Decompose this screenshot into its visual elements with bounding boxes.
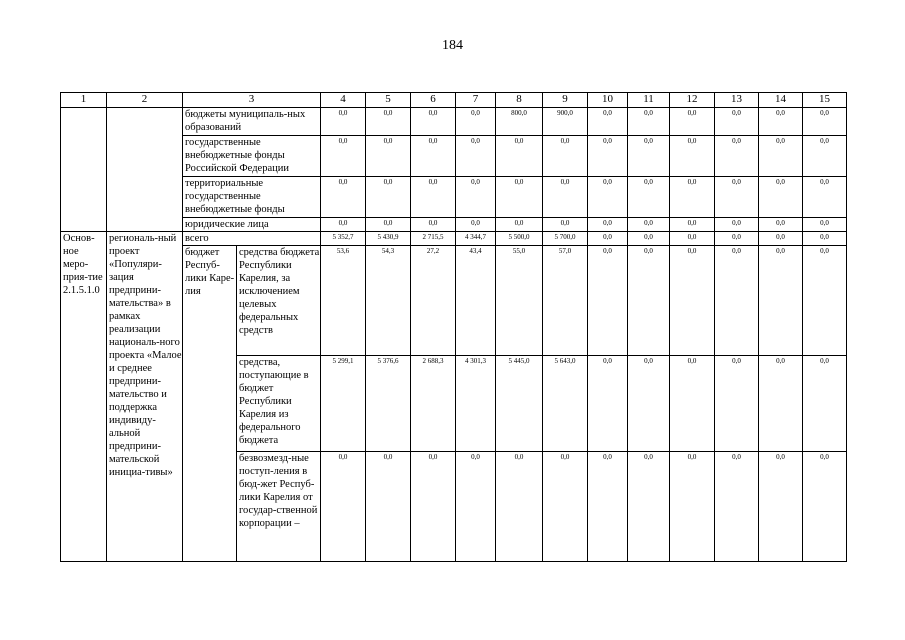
column-header: 14	[759, 93, 803, 108]
value-cell: 0,0	[803, 136, 847, 177]
value-cell: 2 715,5	[411, 232, 456, 246]
value-cell: 2 688,3	[411, 356, 456, 452]
value-cell: 0,0	[496, 136, 543, 177]
value-cell: 0,0	[588, 136, 628, 177]
value-cell: 0,0	[588, 108, 628, 136]
value-cell: 0,0	[321, 218, 366, 232]
table-row	[61, 108, 847, 136]
value-cell: 0,0	[759, 177, 803, 218]
value-cell: 0,0	[588, 246, 628, 356]
value-cell: 0,0	[321, 177, 366, 218]
value-cell: 0,0	[715, 218, 759, 232]
column-header: 10	[588, 93, 628, 108]
value-cell: 0,0	[715, 108, 759, 136]
value-cell: 0,0	[628, 232, 670, 246]
value-cell: 5 376,6	[366, 356, 411, 452]
value-cell: 0,0	[543, 136, 588, 177]
value-cell: 27,2	[411, 246, 456, 356]
column-header: 1	[61, 93, 107, 108]
value-cell: 57,0	[543, 246, 588, 356]
value-cell: 0,0	[321, 136, 366, 177]
source-label: средства бюджета Республики Карелия, за исключением целевых федеральных средств	[237, 246, 321, 356]
value-cell: 5 643,0	[543, 356, 588, 452]
value-cell: 0,0	[803, 108, 847, 136]
value-cell: 5 430,9	[366, 232, 411, 246]
value-cell: 0,0	[715, 136, 759, 177]
value-cell: 5 299,1	[321, 356, 366, 452]
value-cell: 0,0	[321, 452, 366, 562]
value-cell: 0,0	[588, 232, 628, 246]
column-header: 15	[803, 93, 847, 108]
value-cell: 0,0	[759, 356, 803, 452]
value-cell: 54,3	[366, 246, 411, 356]
value-cell: 0,0	[456, 136, 496, 177]
value-cell: 5 500,0	[496, 232, 543, 246]
value-cell: 0,0	[759, 218, 803, 232]
column-header: 4	[321, 93, 366, 108]
column-header: 6	[411, 93, 456, 108]
value-cell: 0,0	[456, 452, 496, 562]
empty-cell	[107, 108, 183, 232]
column-header: 7	[456, 93, 496, 108]
column-header: 3	[183, 93, 321, 108]
value-cell: 0,0	[715, 177, 759, 218]
value-cell: 0,0	[628, 356, 670, 452]
budget-label: бюджет Респуб-лики Каре-лия	[183, 246, 237, 562]
source-label: юридические лица	[183, 218, 321, 232]
value-cell: 0,0	[670, 232, 715, 246]
value-cell: 0,0	[366, 136, 411, 177]
value-cell: 0,0	[759, 232, 803, 246]
value-cell: 0,0	[628, 136, 670, 177]
page-number: 184	[442, 38, 463, 53]
value-cell: 0,0	[456, 108, 496, 136]
value-cell: 0,0	[670, 108, 715, 136]
value-cell: 0,0	[670, 218, 715, 232]
value-cell: 0,0	[670, 177, 715, 218]
value-cell: 0,0	[366, 177, 411, 218]
value-cell: 0,0	[321, 108, 366, 136]
value-cell: 0,0	[588, 218, 628, 232]
value-cell: 0,0	[670, 136, 715, 177]
value-cell: 0,0	[628, 246, 670, 356]
source-label: территориальные государственные внебюджетные фонды	[183, 177, 321, 218]
source-label: безвозмезд-ные поступ-ления в бюд-жет Респуб-лики Карелия от государ-ственной корпорации –	[237, 452, 321, 562]
value-cell: 5 445,0	[496, 356, 543, 452]
value-cell: 43,4	[456, 246, 496, 356]
value-cell: 0,0	[411, 452, 456, 562]
value-cell: 0,0	[670, 246, 715, 356]
column-header: 11	[628, 93, 670, 108]
column-header: 8	[496, 93, 543, 108]
value-cell: 0,0	[588, 356, 628, 452]
value-cell: 0,0	[366, 452, 411, 562]
value-cell: 0,0	[588, 177, 628, 218]
measure-name: региональ-ный проект «Популяри-зация предприни-мательства» в рамках реализации националь-ного проекта «Малое и среднее предприни-мательство и поддержка индивиду-альной предприни-мательской инициа-тивы»	[107, 232, 183, 562]
value-cell: 0,0	[628, 177, 670, 218]
value-cell: 0,0	[715, 452, 759, 562]
column-number-row	[61, 93, 847, 108]
total-label: всего	[183, 232, 321, 246]
value-cell: 0,0	[759, 136, 803, 177]
measure-id: Основ-ное меро-прия-тие 2.1.5.1.0	[61, 232, 107, 562]
table-row	[61, 232, 847, 246]
column-header: 2	[107, 93, 183, 108]
value-cell: 0,0	[456, 218, 496, 232]
value-cell: 900,0	[543, 108, 588, 136]
value-cell: 0,0	[803, 356, 847, 452]
value-cell: 0,0	[803, 218, 847, 232]
value-cell: 0,0	[366, 108, 411, 136]
value-cell: 0,0	[628, 108, 670, 136]
value-cell: 0,0	[411, 136, 456, 177]
value-cell: 53,6	[321, 246, 366, 356]
value-cell: 0,0	[366, 218, 411, 232]
value-cell: 0,0	[715, 232, 759, 246]
source-label: бюджеты муниципаль-ных образований	[183, 108, 321, 136]
value-cell: 0,0	[543, 452, 588, 562]
budget-table	[60, 92, 847, 562]
value-cell: 0,0	[496, 177, 543, 218]
value-cell: 0,0	[411, 218, 456, 232]
value-cell: 0,0	[588, 452, 628, 562]
value-cell: 0,0	[803, 246, 847, 356]
value-cell: 0,0	[628, 218, 670, 232]
value-cell: 4 301,3	[456, 356, 496, 452]
value-cell: 0,0	[803, 177, 847, 218]
value-cell: 0,0	[670, 452, 715, 562]
value-cell: 0,0	[456, 177, 496, 218]
source-label: средства, поступающие в бюджет Республики Карелия из федерального бюджета	[237, 356, 321, 452]
value-cell: 0,0	[543, 218, 588, 232]
value-cell: 0,0	[715, 356, 759, 452]
value-cell: 0,0	[543, 177, 588, 218]
empty-cell	[61, 108, 107, 232]
value-cell: 0,0	[715, 246, 759, 356]
value-cell: 0,0	[628, 452, 670, 562]
value-cell: 0,0	[759, 108, 803, 136]
column-header: 12	[670, 93, 715, 108]
column-header: 5	[366, 93, 411, 108]
value-cell: 55,0	[496, 246, 543, 356]
column-header: 13	[715, 93, 759, 108]
value-cell: 0,0	[670, 356, 715, 452]
value-cell: 5 700,0	[543, 232, 588, 246]
value-cell: 5 352,7	[321, 232, 366, 246]
value-cell: 4 344,7	[456, 232, 496, 246]
value-cell: 0,0	[496, 452, 543, 562]
value-cell: 800,0	[496, 108, 543, 136]
value-cell: 0,0	[803, 232, 847, 246]
value-cell: 0,0	[411, 108, 456, 136]
value-cell: 0,0	[759, 246, 803, 356]
value-cell: 0,0	[759, 452, 803, 562]
value-cell: 0,0	[411, 177, 456, 218]
value-cell: 0,0	[803, 452, 847, 562]
column-header: 9	[543, 93, 588, 108]
value-cell: 0,0	[496, 218, 543, 232]
source-label: государственные внебюджетные фонды Российской Федерации	[183, 136, 321, 177]
